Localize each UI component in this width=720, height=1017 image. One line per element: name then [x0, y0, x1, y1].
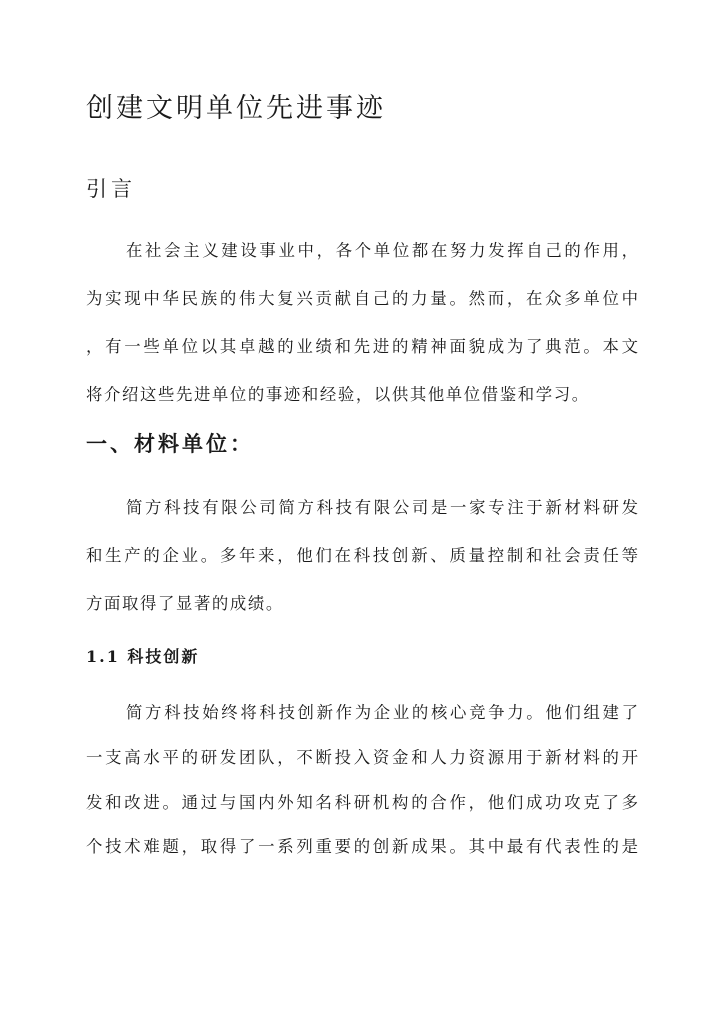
section-heading: 一、材料单位： [86, 431, 254, 456]
paragraph-line: 方面取得了显著的成绩。 [86, 594, 284, 613]
subsection-heading: 1.1 科技创新 [86, 647, 200, 666]
paragraph-line: 一支高水平的研发团队，不断投入资金和人力资源用于新材料的开 [86, 748, 638, 767]
paragraph-line: 个技术难题，取得了一系列重要的创新成果。其中最有代表性的是 [86, 837, 638, 856]
paragraph-line: 简方科技有限公司简方科技有限公司是一家专注于新材料研发 [126, 498, 638, 517]
document-title: 创建文明单位先进事迹 [86, 93, 386, 124]
paragraph-line: 和生产的企业。多年来，他们在科技创新、质量控制和社会责任等 [86, 546, 638, 565]
intro-heading: 引言 [86, 177, 136, 201]
paragraph-line: 在社会主义建设事业中，各个单位都在努力发挥自己的作用， [126, 241, 638, 260]
paragraph-line: 简方科技始终将科技创新作为企业的核心竞争力。他们组建了 [126, 703, 638, 722]
paragraph-line: ，有一些单位以其卓越的业绩和先进的精神面貌成为了典范。本文 [86, 337, 638, 356]
paragraph-line: 发和改进。通过与国内外知名科研机构的合作，他们成功攻克了多 [86, 793, 638, 812]
paragraph-line: 将介绍这些先进单位的事迹和经验，以供其他单位借鉴和学习。 [86, 385, 590, 404]
paragraph-line: 为实现中华民族的伟大复兴贡献自己的力量。然而，在众多单位中 [86, 289, 638, 308]
